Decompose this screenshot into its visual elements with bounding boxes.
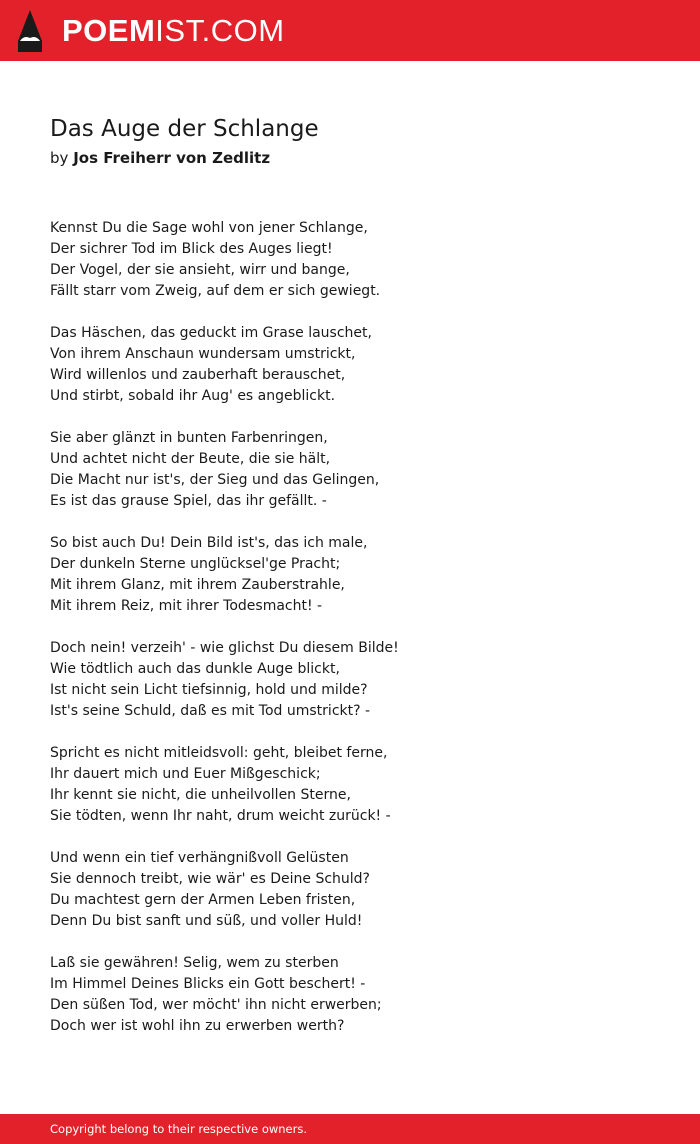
poem-line: Der sichrer Tod im Blick des Auges liegt!: [50, 241, 333, 257]
poem-line: Mit ihrem Reiz, mit ihrer Todesmacht! -: [50, 598, 323, 614]
poem-line: Fällt starr vom Zweig, auf dem er sich gewiegt.: [50, 283, 381, 299]
poem-line: Doch wer ist wohl ihn zu erwerben werth?: [50, 1018, 345, 1034]
poem-line: Kennst Du die Sage wohl von jener Schlange,: [50, 220, 368, 236]
poem-line: Und wenn ein tief verhängnißvoll Gelüsten: [50, 850, 349, 866]
poem-line: Ihr dauert mich und Euer Mißgeschick;: [50, 766, 321, 782]
stanza: [50, 953, 650, 1037]
poem-line: Sie aber glänzt in bunten Farbenringen,: [50, 430, 328, 446]
by-label: by: [50, 149, 69, 167]
author-name: Jos Freiherr von Zedlitz: [73, 149, 271, 167]
poem-body: [50, 218, 650, 1058]
stanza: [50, 218, 650, 302]
stanza: [50, 848, 650, 932]
poem-line: Den süßen Tod, wer möcht' ihn nicht erwerben;: [50, 997, 382, 1013]
pencil-icon[interactable]: [16, 9, 44, 53]
stanza: [50, 323, 650, 407]
poem-line: Von ihrem Anschaun wundersam umstrickt,: [50, 346, 356, 362]
poem-line: Laß sie gewähren! Selig, wem zu sterben: [50, 955, 339, 971]
poem-line: Sie dennoch treibt, wie wär' es Deine Schuld?: [50, 871, 370, 887]
poem-line: Das Häschen, das geduckt im Grase lauschet,: [50, 325, 372, 341]
poem-line: Es ist das grause Spiel, das ihr gefällt. -: [50, 493, 327, 509]
stanza: [50, 533, 650, 617]
logo-text-bold: POEM: [62, 13, 156, 48]
site-logo[interactable]: [62, 13, 285, 49]
poem-line: Die Macht nur ist's, der Sieg und das Gelingen,: [50, 472, 380, 488]
stanza: [50, 428, 650, 512]
poem-title: Das Auge der Schlange: [50, 116, 319, 142]
poem-line: Im Himmel Deines Blicks ein Gott beschert! -: [50, 976, 366, 992]
copyright-text: Copyright belong to their respective owners.: [50, 1122, 308, 1136]
poem-line: Wie tödtlich auch das dunkle Auge blickt,: [50, 661, 340, 677]
logo-text-light: IST.COM: [155, 13, 285, 48]
site-footer: [0, 1114, 700, 1144]
stanza: [50, 743, 650, 827]
poem-line: Und stirbt, sobald ihr Aug' es angeblickt.: [50, 388, 336, 404]
poem-line: Wird willenlos und zauberhaft berauschet,: [50, 367, 346, 383]
poem-line: Du machtest gern der Armen Leben fristen,: [50, 892, 356, 908]
poem-line: Doch nein! verzeih' - wie glichst Du diesem Bilde!: [50, 640, 399, 656]
poem-line: Ihr kennt sie nicht, die unheilvollen Sterne,: [50, 787, 351, 803]
stanza: [50, 638, 650, 722]
poem-line: Und achtet nicht der Beute, die sie hält,: [50, 451, 331, 467]
poem-line: Spricht es nicht mitleidsvoll: geht, bleibet ferne,: [50, 745, 388, 761]
site-header: [0, 0, 700, 61]
poem-line: Mit ihrem Glanz, mit ihrem Zauberstrahle,: [50, 577, 345, 593]
byline: [50, 149, 270, 167]
poem-line: Der dunkeln Sterne unglücksel'ge Pracht;: [50, 556, 341, 572]
poem-line: Sie tödten, wenn Ihr naht, drum weicht zurück! -: [50, 808, 391, 824]
poem-line: So bist auch Du! Dein Bild ist's, das ich male,: [50, 535, 368, 551]
poem-line: Ist nicht sein Licht tiefsinnig, hold und milde?: [50, 682, 368, 698]
poem-line: Ist's seine Schuld, daß es mit Tod umstrickt? -: [50, 703, 371, 719]
poem-line: Denn Du bist sanft und süß, und voller Huld!: [50, 913, 363, 929]
poem-line: Der Vogel, der sie ansieht, wirr und bange,: [50, 262, 350, 278]
